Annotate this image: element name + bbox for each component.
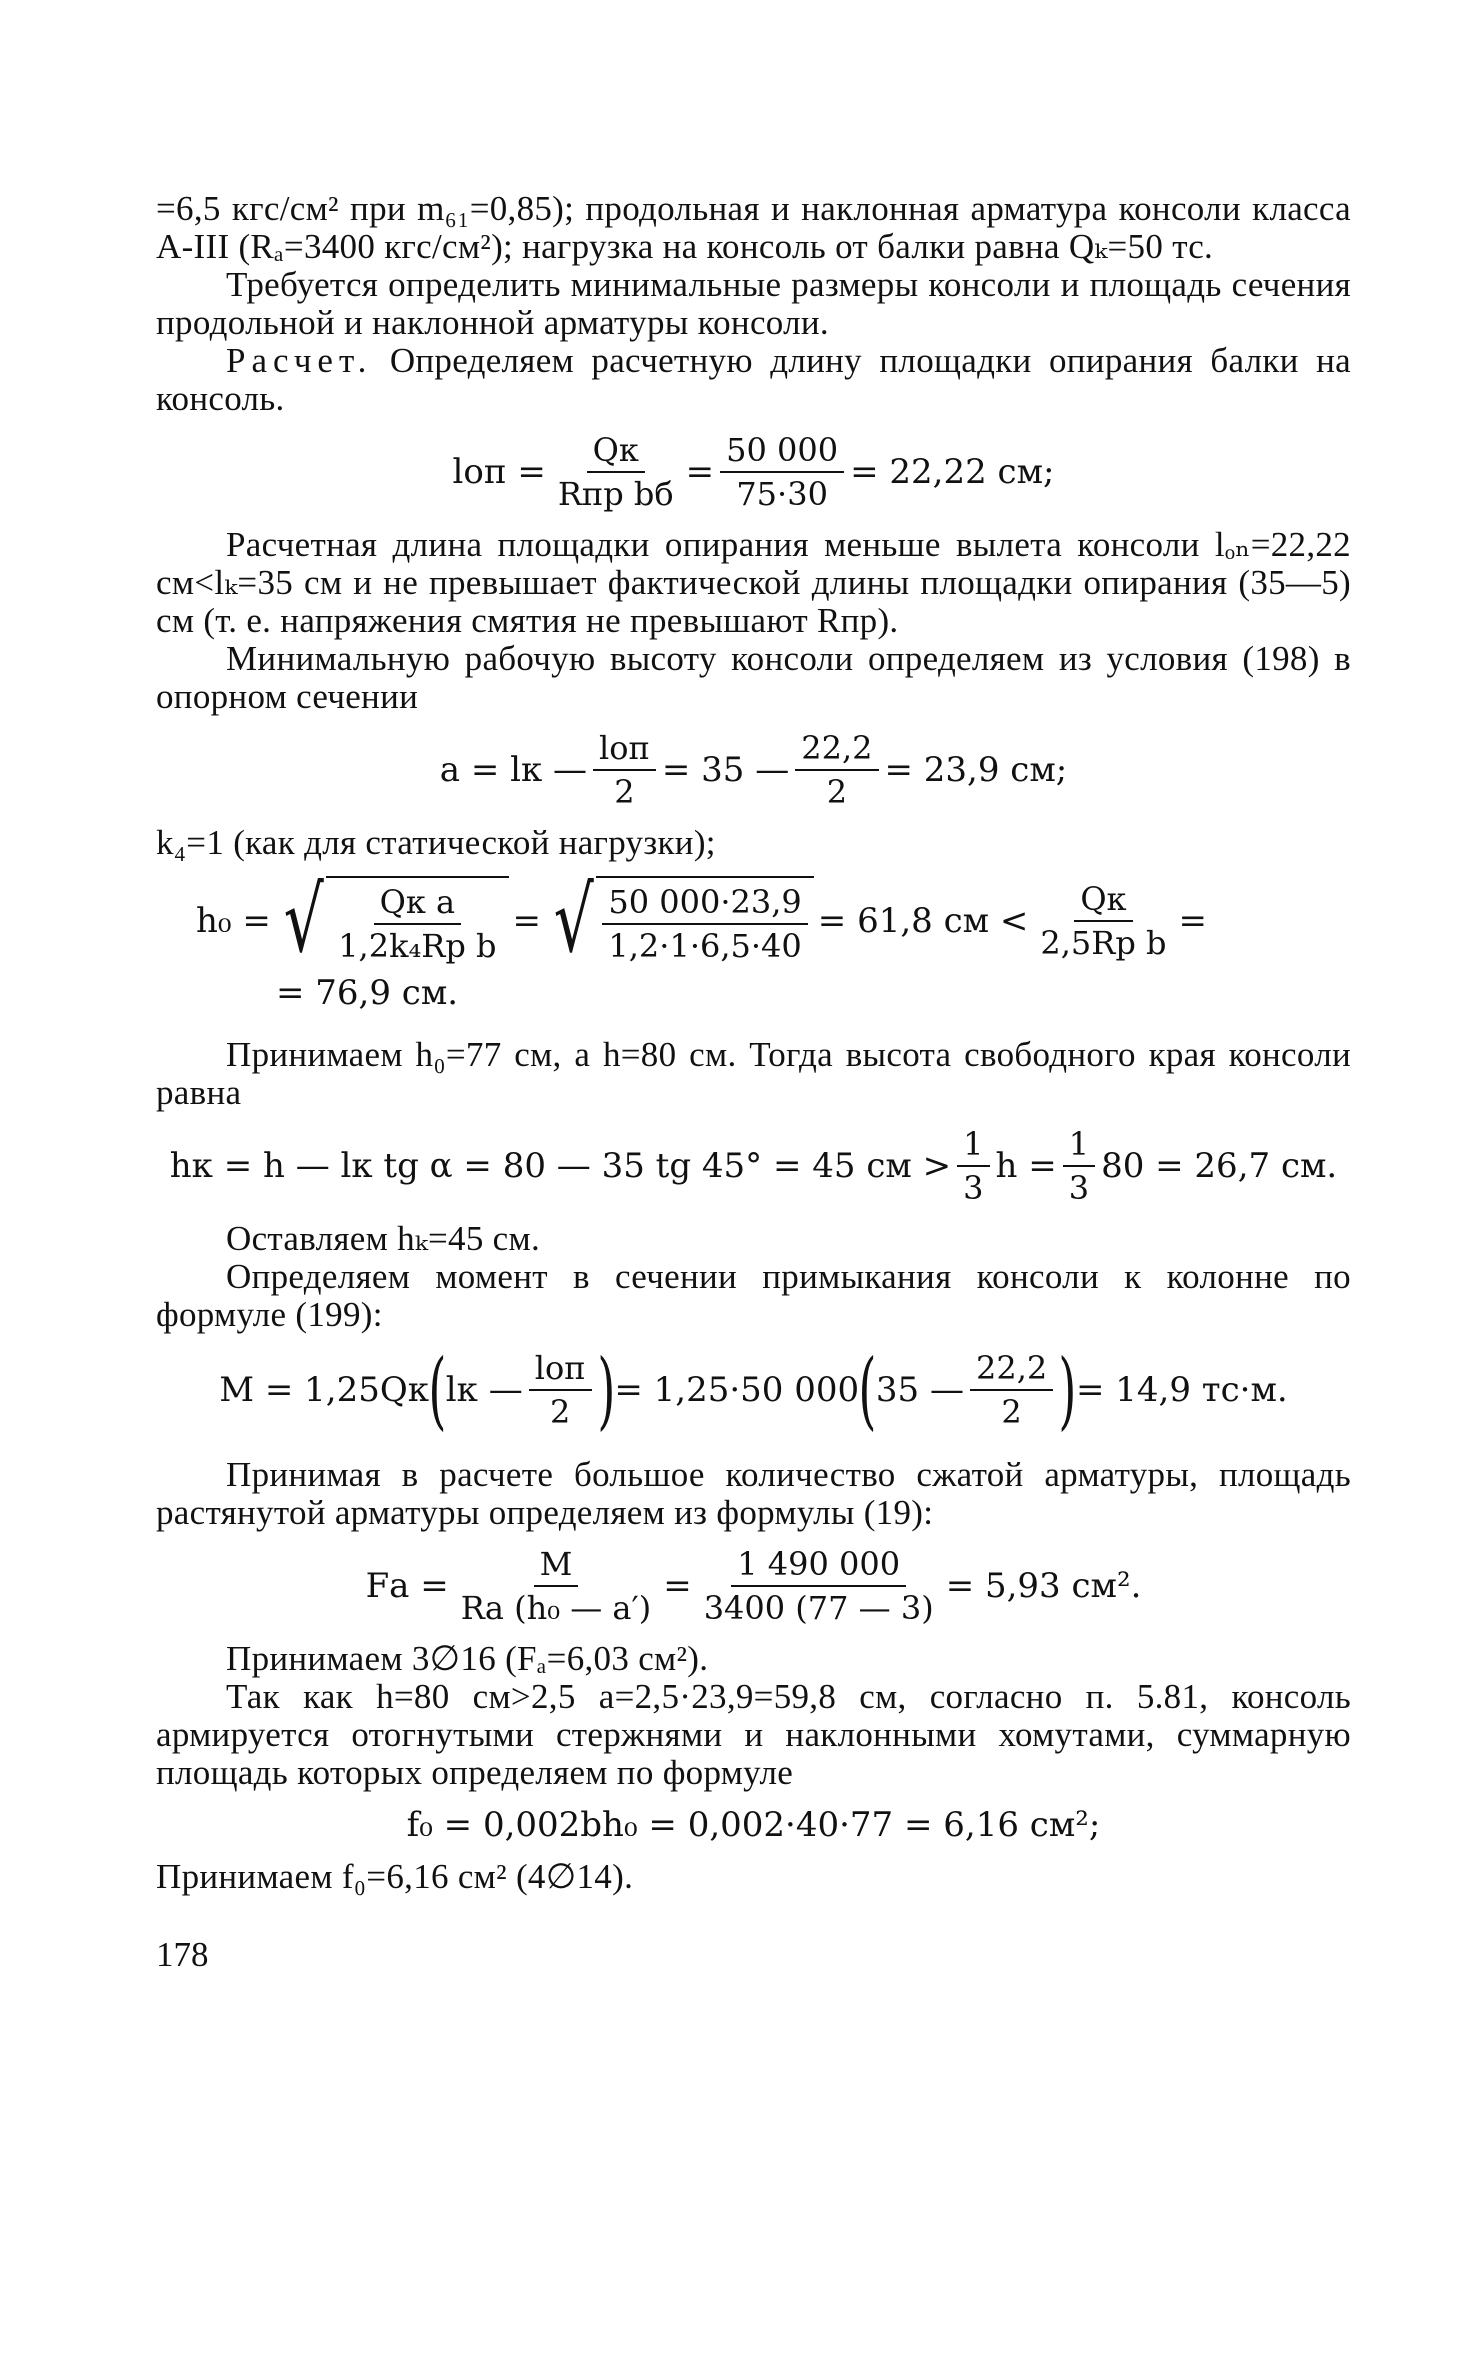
fraction (1063, 1126, 1095, 1206)
fraction-numerator: Qк (587, 432, 645, 473)
formula-f0 (156, 1806, 1351, 1844)
fraction (332, 884, 502, 964)
fraction (795, 730, 878, 810)
paragraph-calculation-intro (156, 342, 1351, 418)
formula-result: = 76,9 см. (276, 973, 459, 1013)
page-number: 178 (156, 1935, 209, 1974)
close-parenthesis: ) (596, 1341, 615, 1439)
formula-bearing-length (156, 432, 1351, 512)
open-parenthesis: ( (428, 1341, 447, 1439)
fraction-denominator: 2,5Rр b (1040, 924, 1167, 962)
formula-equals: = (663, 1566, 692, 1606)
formula-result: = 5,93 см². (945, 1566, 1142, 1606)
fraction-denominator: 2 (1001, 1393, 1022, 1431)
formula-lhs: lоп = (452, 452, 546, 492)
fraction-denominator: 1,2·1·6,5·40 (608, 927, 802, 965)
paragraph-moment: Определяем момент в сечении примыкания консоли к колонне по формуле (199): (156, 1257, 1351, 1334)
fraction (552, 432, 680, 512)
fraction-denominator: 3 (963, 1169, 984, 1207)
formula-equals: = (685, 452, 715, 492)
fraction-numerator: 1 (957, 1126, 989, 1167)
fraction-numerator: 22,2 (795, 730, 878, 771)
fraction (970, 1350, 1053, 1430)
fraction (455, 1546, 657, 1626)
fraction-numerator: Qк a (374, 884, 461, 925)
fraction-numerator: 22,2 (970, 1350, 1053, 1391)
fraction (698, 1546, 940, 1626)
paragraph-reinforcement: Так как h=80 см>2,5 a=2,5·23,9=59,8 см, согласно п. 5.81, консоль армируется отогнутыми стержнями и наклонными хомутами, суммарную площадь которых определяем по формуле (156, 1677, 1351, 1792)
paragraph-accept-h0: Принимаем h₀=77 см, а h=80 см. Тогда высота свободного края консоли равна (156, 1035, 1351, 1112)
radical-sign: √ (553, 868, 594, 973)
formula-lhs: M = 1,25Qк (219, 1370, 429, 1410)
fraction-denominator: 1,2k₄Rр b (338, 927, 497, 965)
open-parenthesis: ( (858, 1341, 877, 1439)
radical-sign: √ (283, 868, 324, 973)
formula-tail: = (1178, 901, 1207, 941)
formula-moment (156, 1341, 1351, 1439)
formula-lhs: hк = h — lк tg α = 80 — 35 tg 45° = 45 см > (169, 1146, 952, 1186)
fraction-numerator: 1 490 000 (731, 1546, 906, 1587)
paragraph-min-height: Минимальную рабочую высоту консоли определяем из условия (198) в опорном сечении (156, 639, 1351, 716)
fraction (720, 432, 844, 512)
fraction-denominator: 2 (826, 773, 848, 811)
fraction-numerator: lоп (529, 1350, 592, 1391)
formula-inner: lк — (445, 1370, 523, 1410)
fraction-numerator: lоп (593, 730, 656, 771)
paragraph-k4: k₄=1 (как для статической нагрузки); (156, 823, 716, 862)
fraction-numerator: 1 (1063, 1126, 1095, 1167)
formula-lhs: h₀ = (196, 901, 271, 941)
square-root (545, 868, 814, 973)
paragraph-accept-f0: Принимаем f₀=6,16 см² (4∅14). (156, 1857, 634, 1896)
fraction-denominator: Rа (h₀ — a′) (460, 1589, 652, 1627)
formula-equals: = (512, 901, 542, 941)
formula-lhs: Fа = (365, 1566, 449, 1606)
fraction (602, 884, 807, 964)
formula-middle: = 61,8 см < (817, 901, 1029, 941)
formula-text: f₀ = 0,002bh₀ = 0,002·40·77 = 6,16 см²; (406, 1805, 1101, 1845)
formula-fa (156, 1546, 1351, 1626)
formula-result: = 23,9 см; (884, 750, 1068, 790)
fraction-numerator: 50 000 (720, 432, 844, 473)
paragraph-accept-fa: Принимаем 3∅16 (Fₐ=6,03 см²). (226, 1639, 709, 1678)
fraction-denominator: Rпр bб (557, 475, 674, 513)
formula-middle: = 1,25·50 000 (614, 1370, 860, 1410)
formula-h0 (156, 868, 1351, 973)
formula-h0-continuation (156, 974, 1351, 1012)
fraction-denominator: 75·30 (736, 475, 828, 513)
square-root (275, 868, 509, 973)
formula-result: = 22,22 см; (850, 452, 1055, 492)
fraction-numerator: 50 000·23,9 (602, 884, 807, 925)
fraction-denominator: 3400 (77 — 3) (703, 1589, 934, 1627)
book-page (156, 190, 1351, 1974)
formula-lhs: a = lк — (439, 750, 588, 790)
formula-hk (156, 1126, 1351, 1206)
fraction (957, 1126, 989, 1206)
fraction-numerator: Qк (1074, 881, 1132, 922)
close-parenthesis: ) (1058, 1341, 1077, 1439)
fraction (1034, 881, 1172, 961)
paragraph-conditions: =6,5 кгс/см² при m₆₁=0,85); продольная и наклонная арматура консоли класса A-III (Rₐ=3400 кгс/см²); нагрузка на консоль от балки равна Qₖ=50 тс. (156, 189, 1351, 266)
formula-result: = 14,9 тс·м. (1076, 1370, 1288, 1410)
fraction (593, 730, 656, 810)
calculation-text: Определяем расчетную длину площадки опирания балки на консоль. (156, 341, 1351, 418)
formula-result: 80 = 26,7 см. (1101, 1146, 1338, 1186)
formula-a (156, 730, 1351, 810)
formula-inner: 35 — (875, 1370, 964, 1410)
fraction-denominator: 2 (549, 1393, 571, 1431)
paragraph-task: Требуется определить минимальные размеры консоли и площадь сечения продольной и наклонной арматуры консоли. (156, 265, 1351, 342)
paragraph-keep-hk: Оставляем hₖ=45 см. (226, 1219, 541, 1258)
fraction-numerator: M (534, 1546, 579, 1587)
fraction-denominator: 2 (614, 773, 635, 811)
paragraph-bearing-check: Расчетная длина площадки опирания меньше вылета консоли lₒₙ=22,22 см<lₖ=35 см и не превышает фактической длины площадки опирания (35—5) см (т. е. напряжения смятия не превышают Rпр). (156, 525, 1351, 640)
radicand (596, 876, 813, 966)
radicand (326, 876, 508, 966)
fraction-denominator: 3 (1068, 1169, 1090, 1207)
fraction (529, 1350, 592, 1430)
calculation-lead: Расчет. (226, 341, 373, 380)
formula-middle: h = (995, 1146, 1057, 1186)
paragraph-tension-area: Принимая в расчете большое количество сжатой арматуры, площадь растянутой арматуры определяем из формулы (19): (156, 1455, 1351, 1532)
formula-middle: = 35 — (661, 750, 790, 790)
